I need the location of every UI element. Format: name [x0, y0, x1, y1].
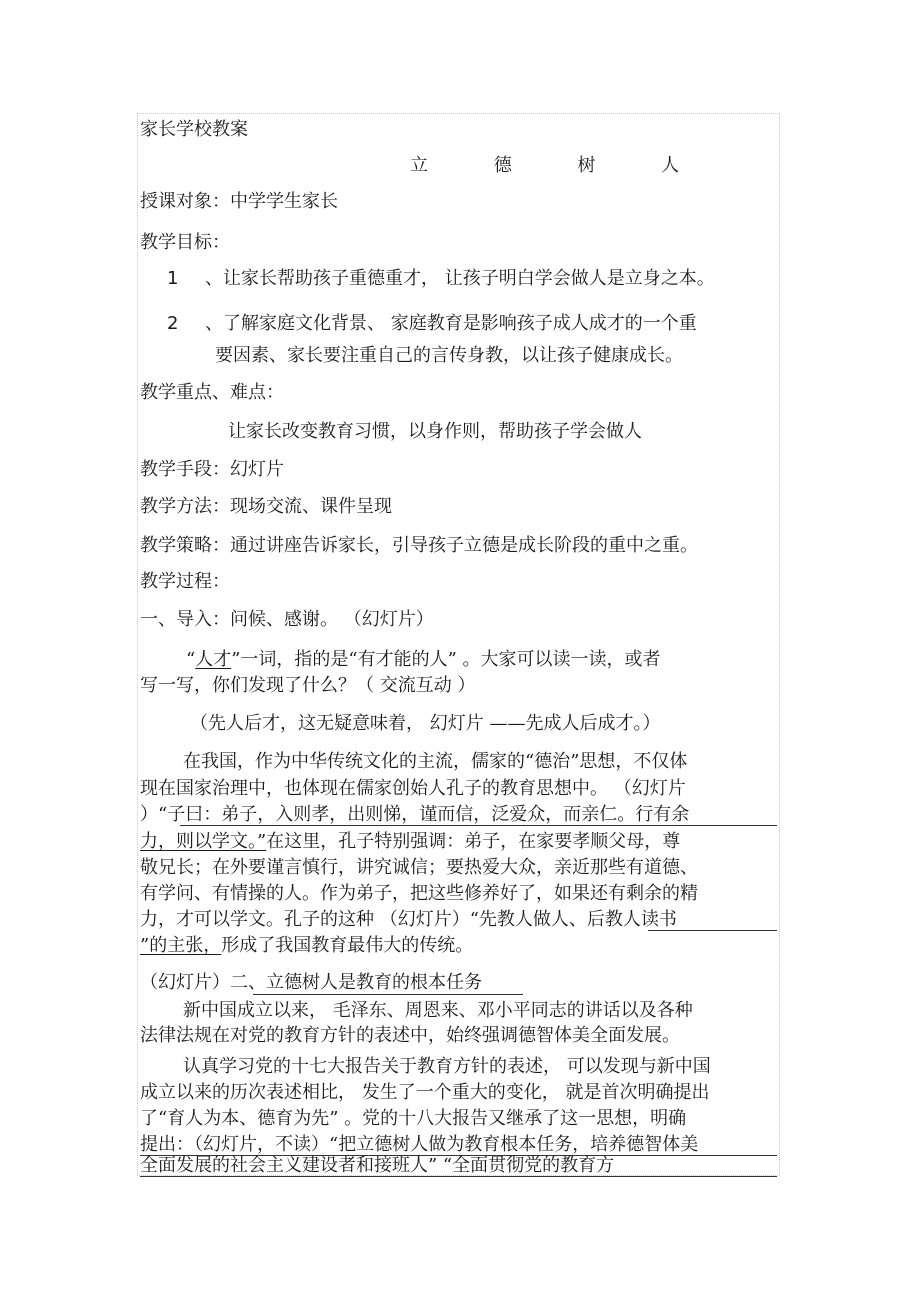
paragraph-5-line-3: 了“育人为本、德育为先” 。党的十八大报告又继承了这一思想，明确	[140, 1108, 687, 1129]
document-header: 家长学校教案	[140, 119, 248, 140]
paragraph-5-line-4	[140, 1134, 698, 1156]
goal-2-text: 、了解家庭文化背景、 家庭教育是影响孩子成人成才的一个重	[205, 313, 697, 334]
process-label: 教学过程：	[140, 571, 230, 592]
section-1-heading: 一、导入：问候、感谢。 （幻灯片）	[140, 609, 434, 630]
quotation-text-end: 力，则以学文。”	[140, 831, 267, 852]
paragraph-2: （先人后才，这无疑意味着， 幻灯片 ——先成人后成才。）	[190, 713, 661, 734]
means-line: 教学手段：幻灯片	[140, 459, 284, 480]
paragraph-5-line-5: 全面发展的社会主义建设者和接班人” “全面贯彻党的教育方	[140, 1155, 615, 1176]
document-title: 立 德 树 人	[410, 155, 710, 176]
section-2-heading	[140, 972, 482, 994]
goal-1-text: 、让家长帮助孩子重德重才， 让孩子明白学会做人是立身之本。	[205, 268, 715, 289]
underline-rule	[140, 1176, 777, 1177]
paragraph-5-text: 提出：（幻灯片，不读）“把立	[140, 1134, 375, 1155]
underline-rule	[648, 930, 777, 931]
method-line: 教学方法：现场交流、课件呈现	[140, 496, 392, 517]
underlined-term: 人才	[195, 649, 232, 670]
quote-mark: “	[186, 649, 196, 670]
goals-label: 教学目标：	[140, 232, 230, 253]
paragraph-3-line-6: 有学问、有情操的人。作为弟子，把这些修养好了，如果还有剩余的精	[140, 883, 698, 904]
goal-1	[167, 268, 715, 290]
keypoints-text: 让家长改变教育习惯，以身作则，帮助孩子学会做人	[228, 421, 642, 442]
paragraph-1-text: ”一词，指的是“有才能的人” 。大家可以读一读，或者	[231, 649, 661, 670]
quote-open: ）“	[140, 804, 168, 825]
keypoints-label: 教学重点、难点：	[140, 382, 284, 403]
paragraph-3-line-7	[140, 909, 677, 931]
paragraph-1-line-1	[186, 649, 661, 671]
goal-2	[167, 313, 697, 335]
paragraph-3-text: 在这里，孔子特别强调：弟子，在家要孝顺父母，尊	[266, 831, 681, 852]
paragraph-3-line-5: 敬兄长；在外要谨言慎行，讲究诚信；要热爱大众，亲近那些有道德、	[140, 857, 698, 878]
paragraph-4-line-2: 法律法规在对党的教育方针的表述中，始终强调德智体美全面发展。	[140, 1025, 680, 1046]
goal-1-number: 1	[167, 268, 179, 289]
paragraph-3-line-8	[140, 935, 473, 957]
goal-2-continued: 要因素、家长要注重自己的言传身教，以让孩子健康成长。	[215, 345, 683, 366]
paragraph-5-line-2: 成立以来的历次表述相比， 发生了一个重大的变化， 就是首次明确提出	[140, 1082, 710, 1103]
paragraph-4-line-1: 新中国成立以来， 毛泽东、周恩来、邓小平同志的讲话以及各种	[183, 1000, 693, 1021]
slide-marker: （幻灯片）二、	[140, 972, 266, 993]
paragraph-3-line-1: 在我国，作为中华传统文化的主流，儒家的“德治”思想，不仅体	[183, 751, 688, 772]
underlined-phrase: 德树人做为教育根本任务，培养德智体美	[374, 1134, 699, 1155]
paragraph-3-text: 形成了我国教育最伟大的传统。	[221, 935, 474, 956]
quotation-text: 子曰：弟子，入则孝，出则悌，谨而信，泛爱众，而亲仁。行有余	[167, 804, 690, 825]
underline-rule	[180, 825, 777, 826]
underlined-phrase-end: ”的主张，	[140, 935, 222, 956]
paragraph-3-line-2: 现在国家治理中，也体现在儒家创始人孔子的教育思想中。 （幻灯片	[140, 778, 686, 799]
audience-line: 授课对象：中学学生家长	[140, 191, 338, 212]
paragraph-3-text: 力，才可以学文。孔子的这种 （幻灯片）“先教人做人、	[140, 909, 587, 930]
goal-2-number: 2	[167, 313, 179, 334]
paragraph-3-line-4	[140, 831, 680, 853]
paragraph-1-line-2: 写一写，你们发现了什么？（ 交流互动 ）	[140, 675, 476, 696]
paragraph-3-line-3	[140, 804, 689, 826]
strategy-line: 教学策略：通过讲座告诉家长，引导孩子立德是成长阶段的重中之重。	[140, 535, 698, 556]
section-2-title: 立德树人是教育的根本任务	[266, 972, 482, 993]
underlined-phrase: 后教人读书	[586, 909, 677, 930]
paragraph-5-line-1: 认真学习党的十七大报告关于教育方针的表述， 可以发现与新中国	[183, 1056, 711, 1077]
underline-rule	[253, 994, 523, 995]
